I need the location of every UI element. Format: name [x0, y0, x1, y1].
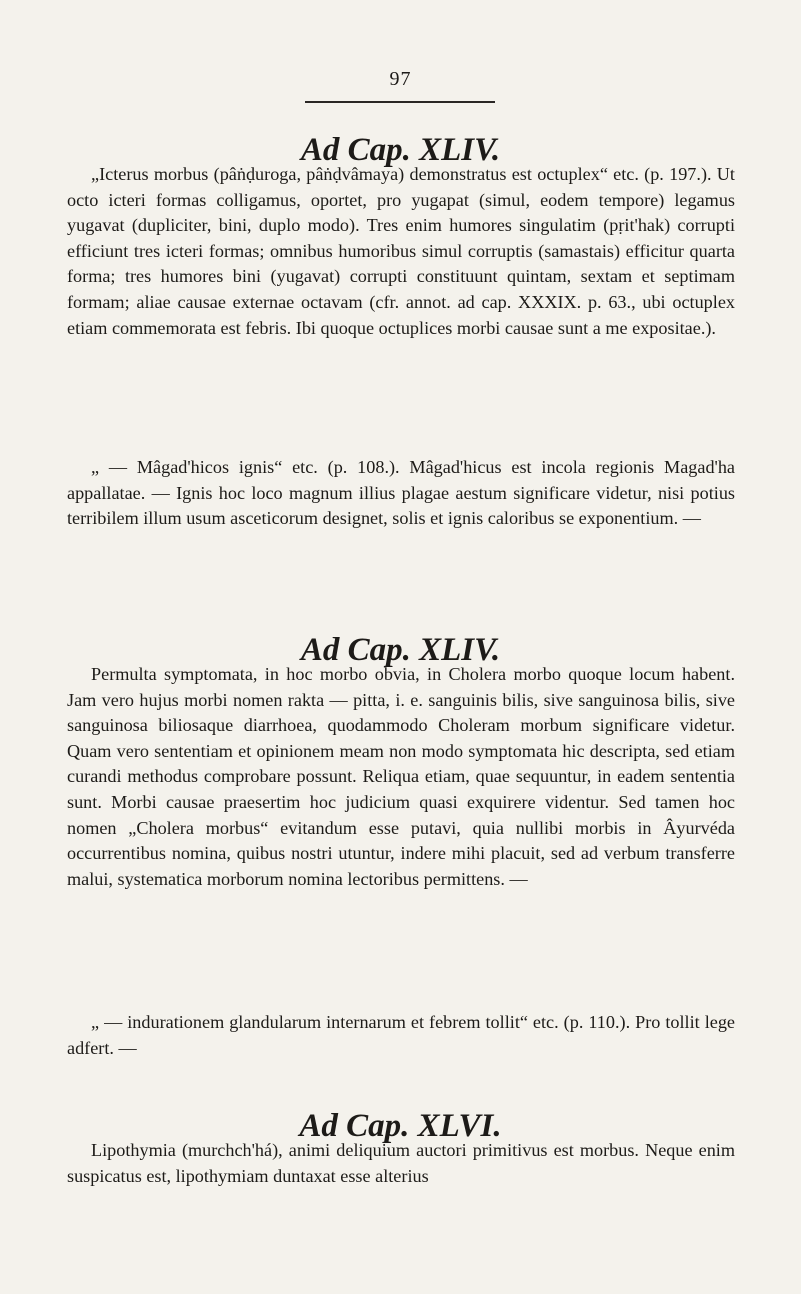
section-heading: Ad Cap. XLIV.	[300, 632, 501, 668]
section-heading: Ad Cap. XLIV.	[300, 132, 501, 168]
header-rule	[305, 101, 495, 103]
paragraph: „ — Mâgad'hicos ignis“ etc. (p. 108.). Mâgad'hicus est incola regionis Magad'ha appallatae. — Ignis hoc loco magnum illius plagae aestum significare videtur, nisi potius terribilem illum usum asceticorum designet, solis et ignis caloribus se exponentium. —	[67, 457, 735, 529]
page-number: 97	[389, 68, 412, 90]
paragraph: „Icterus morbus (pâṅḍuroga, pâṅḍvâmaya) demonstratus est octuplex“ etc. (p. 197.). Ut octo icteri formas colligamus, oportet, pro yugapat (simul, eodem tempore) legamus yugavat (dupliciter, bini, duplo modo). Tres enim humores singulatim (pṛit'hak) corrupti efficiunt tres icteri formas; omnibus humoribus simul corruptis (samastais) efficitur quarta forma; tres humores bini (yugavat) corrupti constituunt quintam, sextam et septimam formam; aliae causae externae octavam (cfr. annot. ad cap. XXXIX. p. 63., ubi octuplex etiam commemorata est febris. Ibi quoque octuplices morbi causae sunt a me expositae.).	[67, 164, 735, 338]
paragraph: „ — indurationem glandularum internarum et febrem tollit“ etc. (p. 110.). Pro tollit lege adfert. —	[67, 1012, 735, 1058]
paragraph: Permulta symptomata, in hoc morbo obvia, in Cholera morbo quoque locum habent. Jam vero hujus morbi nomen rakta — pitta, i. e. sanguinis bilis, sive sanguinosa bilis, sive sanguinosa biliosaque diarrhoea, quodammodo Choleram morbum significare videtur. Quam vero sententiam et opinionem meam non modo symptomata hic descripta, sed etiam curandi methodus comprobare possunt. Reliqua etiam, quae sequuntur, in eadem sententia sunt. Morbi causae praesertim hoc judicium quasi exquirere videntur. Sed tamen hoc nomen „Cholera morbus“ evitandum esse putavi, quia nullibi morbis in Âyurvéda occurrentibus nomina, quibus nostri utuntur, indere mihi placuit, sed ad verbum transferre malui, systematica morborum nomina lectoribus permittens. —	[67, 664, 735, 889]
paragraph: Lipothymia (murchch'há), animi deliquium auctori primitivus est morbus. Neque enim suspicatus est, lipothymiam duntaxat esse alterius	[67, 1140, 735, 1186]
section-heading: Ad Cap. XLVI.	[299, 1108, 502, 1144]
